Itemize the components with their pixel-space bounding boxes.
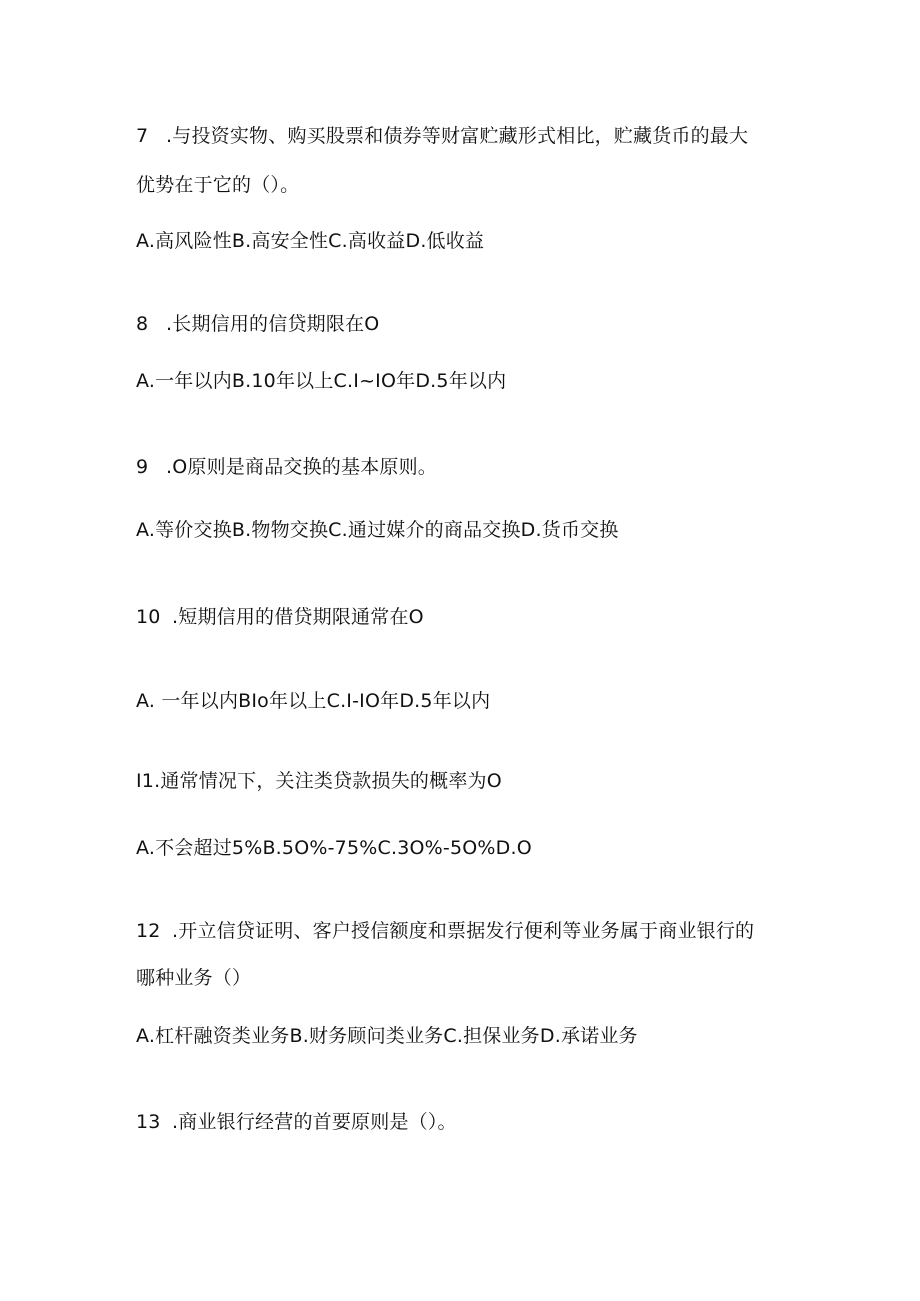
question-9-stem-text: .O原则是商品交换的基本原则。 xyxy=(166,456,437,478)
question-10-stem xyxy=(136,605,424,629)
question-7-stem-line-2: 优势在于它的（）。 xyxy=(136,174,300,196)
question-7-options: A.高风险性B.高安全性C.高收益D.低收益 xyxy=(136,230,485,252)
question-7-number: 7 xyxy=(136,125,149,147)
question-9-options: A.等价交换B.物物交换C.通过媒介的商品交换D.货币交换 xyxy=(136,519,619,541)
question-12-stem-line-2: 哪种业务（） xyxy=(136,967,252,989)
question-12-stem-text: .开立信贷证明、客户授信额度和票据发行便利等业务属于商业银行的 xyxy=(172,920,755,942)
question-11-options: A.不会超过5%B.5O%-75%C.3O%-5O%D.O xyxy=(136,837,532,859)
question-9-stem xyxy=(136,455,437,479)
question-7-stem-text: .与投资实物、购买股票和债券等财富贮藏形式相比，贮藏货币的最大 xyxy=(166,125,749,147)
question-12-options: A.杠杆融资类业务B.财务顾问类业务C.担保业务D.承诺业务 xyxy=(136,1025,638,1047)
question-8-options: A.一年以内B.10年以上C.I~IO年D.5年以内 xyxy=(136,370,507,392)
question-8-number: 8 xyxy=(136,313,149,335)
question-12-stem-line-1 xyxy=(136,919,754,943)
question-7-stem-line-1 xyxy=(136,124,748,148)
question-13-stem xyxy=(136,1110,457,1134)
question-12-number: 12 xyxy=(136,920,161,942)
question-9-number: 9 xyxy=(136,456,149,478)
question-11-stem: I1.通常情况下，关注类贷款损失的概率为O xyxy=(136,770,502,792)
question-13-stem-text: .商业银行经营的首要原则是（）。 xyxy=(172,1111,457,1133)
question-8-stem xyxy=(136,312,379,336)
question-10-number: 10 xyxy=(136,606,161,628)
question-13-number: 13 xyxy=(136,1111,161,1133)
question-8-stem-text: .长期信用的信贷期限在O xyxy=(166,313,380,335)
question-10-options: A. 一年以内BIo年以上C.I-IO年D.5年以内 xyxy=(136,690,491,712)
question-10-stem-text: .短期信用的借贷期限通常在O xyxy=(172,606,424,628)
